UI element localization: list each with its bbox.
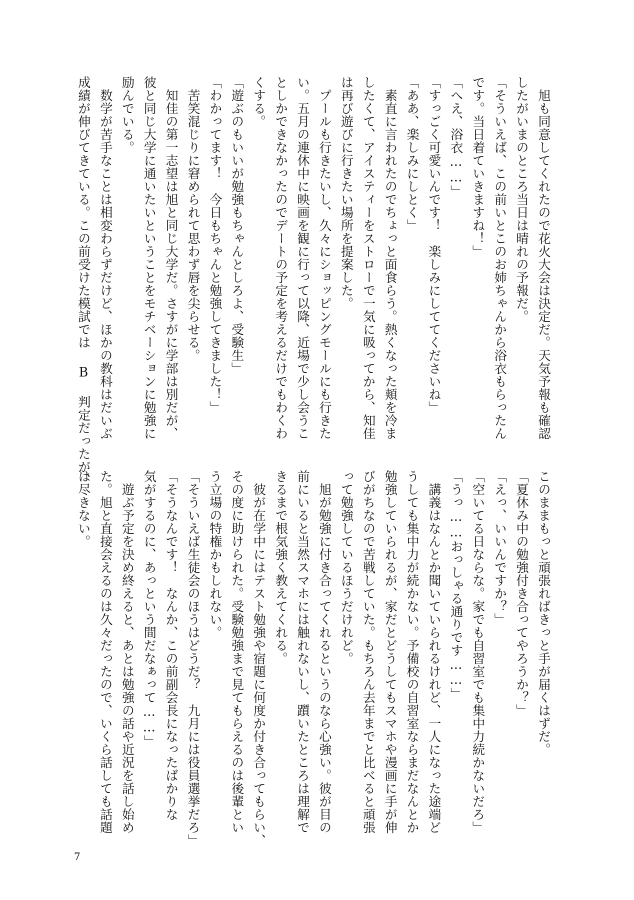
text-column: 旭も同意してくれたので花火大会は決定だ。天気予報も確認: [536, 76, 551, 440]
text-column: 「すっごく可愛いんです！ 楽しみにしててくださいね」: [426, 76, 442, 414]
text-column: 「夏休み中の勉強付き合ってやろうか？」: [514, 470, 530, 717]
text-column: きるまで根気強く教えてくれる。: [273, 470, 289, 665]
text-column: 彼が在学中にはテスト勉強や宿題に何度か付き合ってもらい、: [251, 470, 267, 847]
text-column: うしても集中力が続かない。予備校の自習室ならまだなんとか: [404, 470, 420, 834]
text-column: 「ああ、楽しみにしとく」: [404, 76, 420, 232]
text-column: したがいまのところ当日は晴れの予報だ。: [514, 76, 530, 323]
text-column: 「うっ……おっしゃる通りです……」: [448, 470, 464, 701]
text-column: 旭が勉強に付き合ってくれるというのなら心強い。彼が目の: [316, 470, 332, 834]
text-column: 勉強していられるが、家だとどうしてもスマホや漫画に手が伸: [382, 470, 398, 834]
text-column: い。五月の連休中に映画を観に行って以降、近場で少し会うこ: [295, 76, 311, 440]
text-column: う立場の特権かもしれない。: [207, 470, 223, 639]
text-block-bottom: [75, 470, 554, 847]
text-column: 苦笑混じりに窘められて思わず唇を尖らせる。: [185, 76, 201, 362]
page-number: 7: [74, 852, 81, 863]
text-column: 素直に言われたのでちょっと面食らう。熱くなった頬を冷ま: [382, 76, 398, 440]
text-column: このままもっと頑張ればきっと手が届くはずだ。: [536, 470, 551, 756]
text-column: 「そうなんです！ なんか、この前副会長になったばかりな: [163, 470, 179, 821]
text-column: 講義はなんとか聞いていられるけれど、一人になった途端ど: [426, 470, 442, 834]
text-column: 「へえ、浴衣……」: [448, 76, 464, 198]
text-column: 成績が伸びてきている。この前受けた模試では B 判定だったが、: [75, 76, 91, 487]
text-column: 「わかってます！ 今日もちゃんと勉強してきました！」: [207, 76, 223, 414]
text-column: た。旭と直接会えるのは久々だったので、いくら話しても話題: [97, 470, 113, 834]
text-column: って勉強しているほうだけれど。: [338, 470, 354, 665]
text-column: その度に助けられた。受験勉強まで見てもらえるのは後輩とい: [229, 470, 245, 834]
text-column: 知佳の第一志望は旭と同じ大学だ。さすがに学部は別だが、: [163, 76, 179, 440]
text-column: 遊ぶ予定を決め終えると、あとは勉強の話や近況を話し始め: [119, 470, 135, 834]
text-column: 「そういえば、この前いとこのお姉ちゃんから浴衣もらったん: [492, 76, 508, 440]
text-column: 前にいると当然スマホには触れないし、躓いたところは理解で: [295, 470, 311, 834]
text-column: くする。: [251, 76, 267, 128]
text-column: 彼と同じ大学に通いたいということをモチベーションに勉強に: [141, 76, 157, 440]
text-column: 励んでいる。: [119, 76, 135, 154]
text-column: は再び遊びに行きたい場所を提案した。: [338, 76, 354, 310]
text-column: 「遊ぶのもいいが勉強もちゃんとしろよ、受験生」: [229, 76, 245, 375]
text-column: 数学が苦手なことは相変わらずだけど、ほかの教科はだいぶ: [97, 76, 113, 440]
text-block-top: [75, 76, 554, 487]
text-column: 気がするのに、あっという間だなぁって……」: [141, 470, 157, 748]
text-column: したくて、アイスティーをストローで一気に吸ってから、知佳: [360, 76, 376, 440]
text-column: 「えっ、いいんですか？」: [492, 470, 508, 626]
text-column: びがちなので苦戦していた。もちろん去年までと比べると頑張: [360, 470, 376, 834]
text-column: は尽きない。: [75, 470, 91, 548]
text-column: です。当日着ていきますね！」: [470, 76, 486, 258]
text-column: 「そういえば生徒会のほうはどうだ？ 九月には役員選挙だろ」: [185, 470, 201, 847]
text-column: としかできなかったのでデートの予定を考えるだけでもわくわ: [273, 76, 289, 440]
text-column: 「空いてる日ならな。家でも自習室でも集中力続かないだろ」: [470, 470, 486, 834]
text-column: プールも行きたいし、久々にショッピングモールにも行きた: [316, 76, 332, 440]
